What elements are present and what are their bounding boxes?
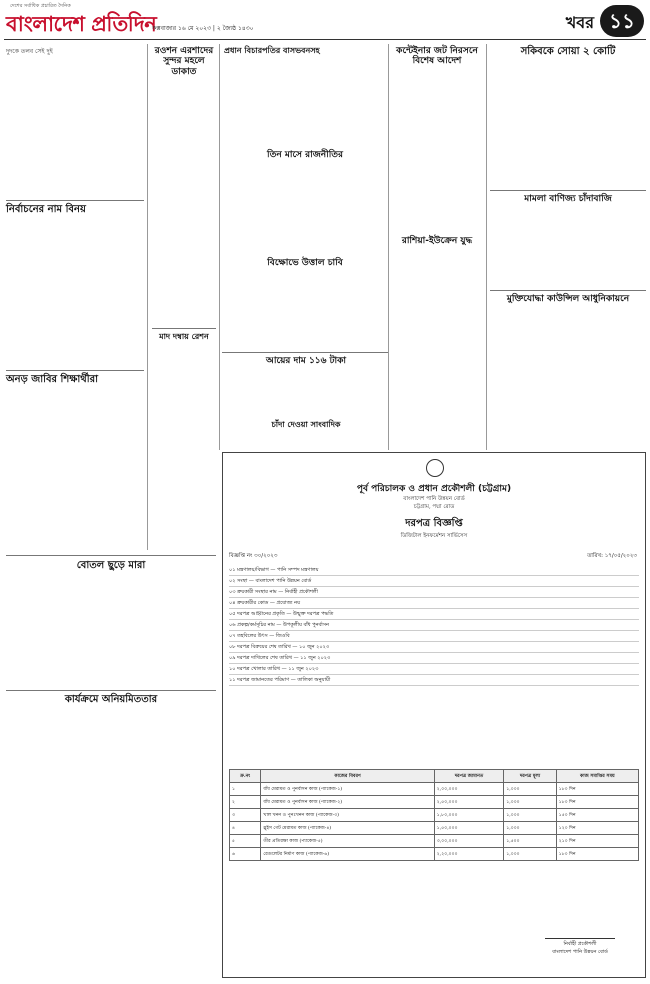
table-header: দরপত্র জামানত: [434, 770, 503, 783]
cell: ২,২০,০০০: [434, 848, 503, 861]
article-15: [6, 694, 216, 706]
article-2: [224, 46, 384, 55]
cell: ১,০০০: [504, 848, 557, 861]
signature-title: বাংলাদেশ পানি উন্নয়ন বোর্ড: [552, 949, 608, 955]
table-header-row: [230, 770, 639, 783]
article-title[interactable]: কার্যক্রমে অনিয়মিততার: [64, 694, 158, 705]
cell: ২,০০,০০০: [434, 783, 503, 796]
cell: ২,৫০,০০০: [434, 796, 503, 809]
notice-date: তারিখ: ১৭/০৫/২০২৩: [587, 553, 637, 559]
cell: ১,০০০: [504, 822, 557, 835]
article-8: [490, 194, 646, 204]
table-row: [230, 835, 639, 848]
article-title[interactable]: মামলা বাণিজ্য চাঁদাবাজি: [524, 194, 612, 204]
table-row: [230, 796, 639, 809]
table-header: কাজের বিবরণ: [261, 770, 434, 783]
cell: ৩,০০,০০০: [434, 835, 503, 848]
government-emblem-icon: [426, 459, 444, 477]
notice-sub1: বাংলাদেশ পানি উন্নয়ন বোর্ড: [403, 496, 465, 502]
cell: ১,০০০: [504, 809, 557, 822]
article-12: [152, 332, 216, 341]
cell: তীর প্রতিরক্ষা কাজ (প্যাকেজ-৫): [261, 835, 434, 848]
article-title[interactable]: সকিবকে সোয়া ২ কোটি: [520, 46, 616, 57]
cell: ৫: [230, 835, 261, 848]
table-header: কাজ সমাপ্তির সময়: [556, 770, 638, 783]
cell: ৪: [230, 822, 261, 835]
article-title[interactable]: চাঁদা দেওয়া সাংবাদিক: [271, 420, 341, 429]
article-9: [6, 374, 144, 386]
table-row: [230, 848, 639, 861]
article-title[interactable]: নির্বাচনের নাম বিনয়: [6, 204, 86, 215]
article-title[interactable]: প্রধান বিচারপতির বাসভবনসহ: [224, 46, 320, 55]
signature-mark: [545, 925, 615, 939]
masthead: [4, 2, 646, 40]
cell: ১,৮০,০০০: [434, 809, 503, 822]
cell: ২: [230, 796, 261, 809]
article-13: [6, 560, 216, 572]
article-3: [392, 46, 482, 67]
cell: স্লুইস গেট মেরামত কাজ (প্যাকেজ-৪): [261, 822, 434, 835]
tender-notice: [222, 452, 646, 978]
tender-table: [229, 769, 639, 861]
cell: রেগুলেটর নির্মাণ কাজ (প্যাকেজ-৬): [261, 848, 434, 861]
article-title[interactable]: আয়ের দাম ১১৬ টাকা: [265, 356, 347, 366]
article-title[interactable]: মুক্তিযোদ্ধা কাউন্সিল আধুনিকায়নে: [506, 294, 630, 304]
cell: ১: [230, 783, 261, 796]
notice-row: ০৬ প্রকল্প/কর্মসূচির নাম — উপকূলীয় বাঁধ পুনর্বাসন: [229, 620, 639, 631]
notice-row: ০৯ দরপত্র দাখিলের শেষ তারিখ — ১১ জুন ২০২৩: [229, 653, 639, 664]
article-title[interactable]: মাদ দম্বায় রেশন: [159, 332, 209, 341]
article-1-head: [152, 46, 216, 77]
notice-row: ০৭ তহবিলের উৎস — জিওবি: [229, 631, 639, 642]
article-title[interactable]: তিন মাসে রাজনীতির: [267, 150, 343, 160]
article-title[interactable]: বিক্ষোভে উত্তাল চাবি: [267, 258, 343, 268]
section-title: খবর: [565, 13, 594, 32]
cell: ১৫০ দিন: [556, 809, 638, 822]
logo-tagline: দেশের সর্বাধিক প্রচারিত দৈনিক: [10, 3, 71, 9]
cell: ১,৫০,০০০: [434, 822, 503, 835]
notice-title: দরপত্র বিজ্ঞপ্তি: [405, 518, 463, 529]
notice-sub2: চট্টগ্রাম, পদ্মা রোড: [413, 504, 455, 510]
newspaper-logo[interactable]: বাংলাদেশ প্রতিদিন: [6, 12, 157, 36]
notice-row: ১১ দরপত্র জামানতের পরিমাণ — তালিকা অনুযায়ী: [229, 675, 639, 686]
cell: বাঁধ মেরামত ও পুনর্বাসন কাজ (প্যাকেজ-২): [261, 796, 434, 809]
notice-row: ০১ মন্ত্রণালয়/বিভাগ — পানি সম্পদ মন্ত্রণালয়: [229, 565, 639, 576]
table-row: [230, 809, 639, 822]
notice-row: ১০ দরপত্র খোলার তারিখ — ১১ জুন ২০২৩: [229, 664, 639, 675]
notice-row: ০২ সংস্থা — বাংলাদেশ পানি উন্নয়ন বোর্ড: [229, 576, 639, 587]
cell: বাঁধ মেরামত ও পুনর্বাসন কাজ (প্যাকেজ-১): [261, 783, 434, 796]
table-header: দরপত্র মূল্য: [504, 770, 557, 783]
notice-row: ০৮ দরপত্র বিক্রয়ের শেষ তারিখ — ১০ জুন ২০২৩: [229, 642, 639, 653]
article-6: [240, 150, 370, 160]
notice-subtitle: ডিজিটাল ইনফর্মেশন সার্ভিসেস: [400, 533, 468, 539]
cell: ৬: [230, 848, 261, 861]
article-kicker: দুদকে তলব সেই দুই: [6, 48, 53, 55]
table-row: [230, 783, 639, 796]
article-7: [392, 236, 482, 246]
article-title[interactable]: কন্টেইনার জট নিরসনে বিশেষ আদেশ: [396, 46, 478, 67]
article-title[interactable]: অনড় জাবির শিক্ষার্থীরা: [6, 374, 99, 385]
article-title[interactable]: রাশিয়া-ইউক্রেন যুদ্ধ: [401, 236, 473, 246]
article-4: [490, 46, 646, 58]
article-title[interactable]: বোতল ছুড়ে মারা: [76, 560, 146, 571]
article-11: [490, 294, 646, 304]
signature-block: [545, 925, 615, 957]
notice-ref: বিজ্ঞপ্তি নং ৩০/২০২৩: [229, 553, 278, 559]
signature-name: নির্বাহী প্রকৌশলী: [563, 941, 597, 947]
cell: ১৮০ দিন: [556, 783, 638, 796]
cell: ১৮০ দিন: [556, 796, 638, 809]
article-14: [226, 356, 386, 366]
cell: খাল খনন ও পুনঃখনন কাজ (প্যাকেজ-৩): [261, 809, 434, 822]
page-number: ১১: [600, 5, 644, 37]
cell: ১,০০০: [504, 796, 557, 809]
notice-row: ০৫ দরপত্র আহ্বানের প্রকৃতি — উন্মুক্ত দরপত্র পদ্ধতি: [229, 609, 639, 620]
cell: ১৮০ দিন: [556, 848, 638, 861]
article-10: [240, 258, 370, 268]
table-header: ক্র.নং: [230, 770, 261, 783]
article-1: [6, 46, 144, 202]
table-row: [230, 822, 639, 835]
article-title[interactable]: রওশন এরশাদের সুন্দর মহলে ডাকাত: [154, 46, 214, 77]
notice-org: পূর্ব পরিচালক ও প্রধান প্রকৌশলী (চট্টগ্রাম): [356, 484, 512, 494]
cell: ৩: [230, 809, 261, 822]
notice-row: ০৪ ক্রয়কারীর কোড — প্রযোজ্য নয়: [229, 598, 639, 609]
cell: ১,০০০: [504, 783, 557, 796]
article-16: [226, 420, 386, 429]
notice-header: [223, 481, 645, 541]
dateline: কক্সবাজার ১৬ মে ২০২৩ | ২ জ্যৈষ্ঠ ১৪৩০: [152, 25, 254, 32]
cell: ১,৫০০: [504, 835, 557, 848]
article-5: [6, 204, 144, 216]
cell: ২১০ দিন: [556, 835, 638, 848]
cell: ১২০ দিন: [556, 822, 638, 835]
article-body: [6, 57, 144, 202]
notice-row: ০৩ ক্রয়কারী সংস্থার নাম — নির্বাহী প্রকৌশলী: [229, 587, 639, 598]
